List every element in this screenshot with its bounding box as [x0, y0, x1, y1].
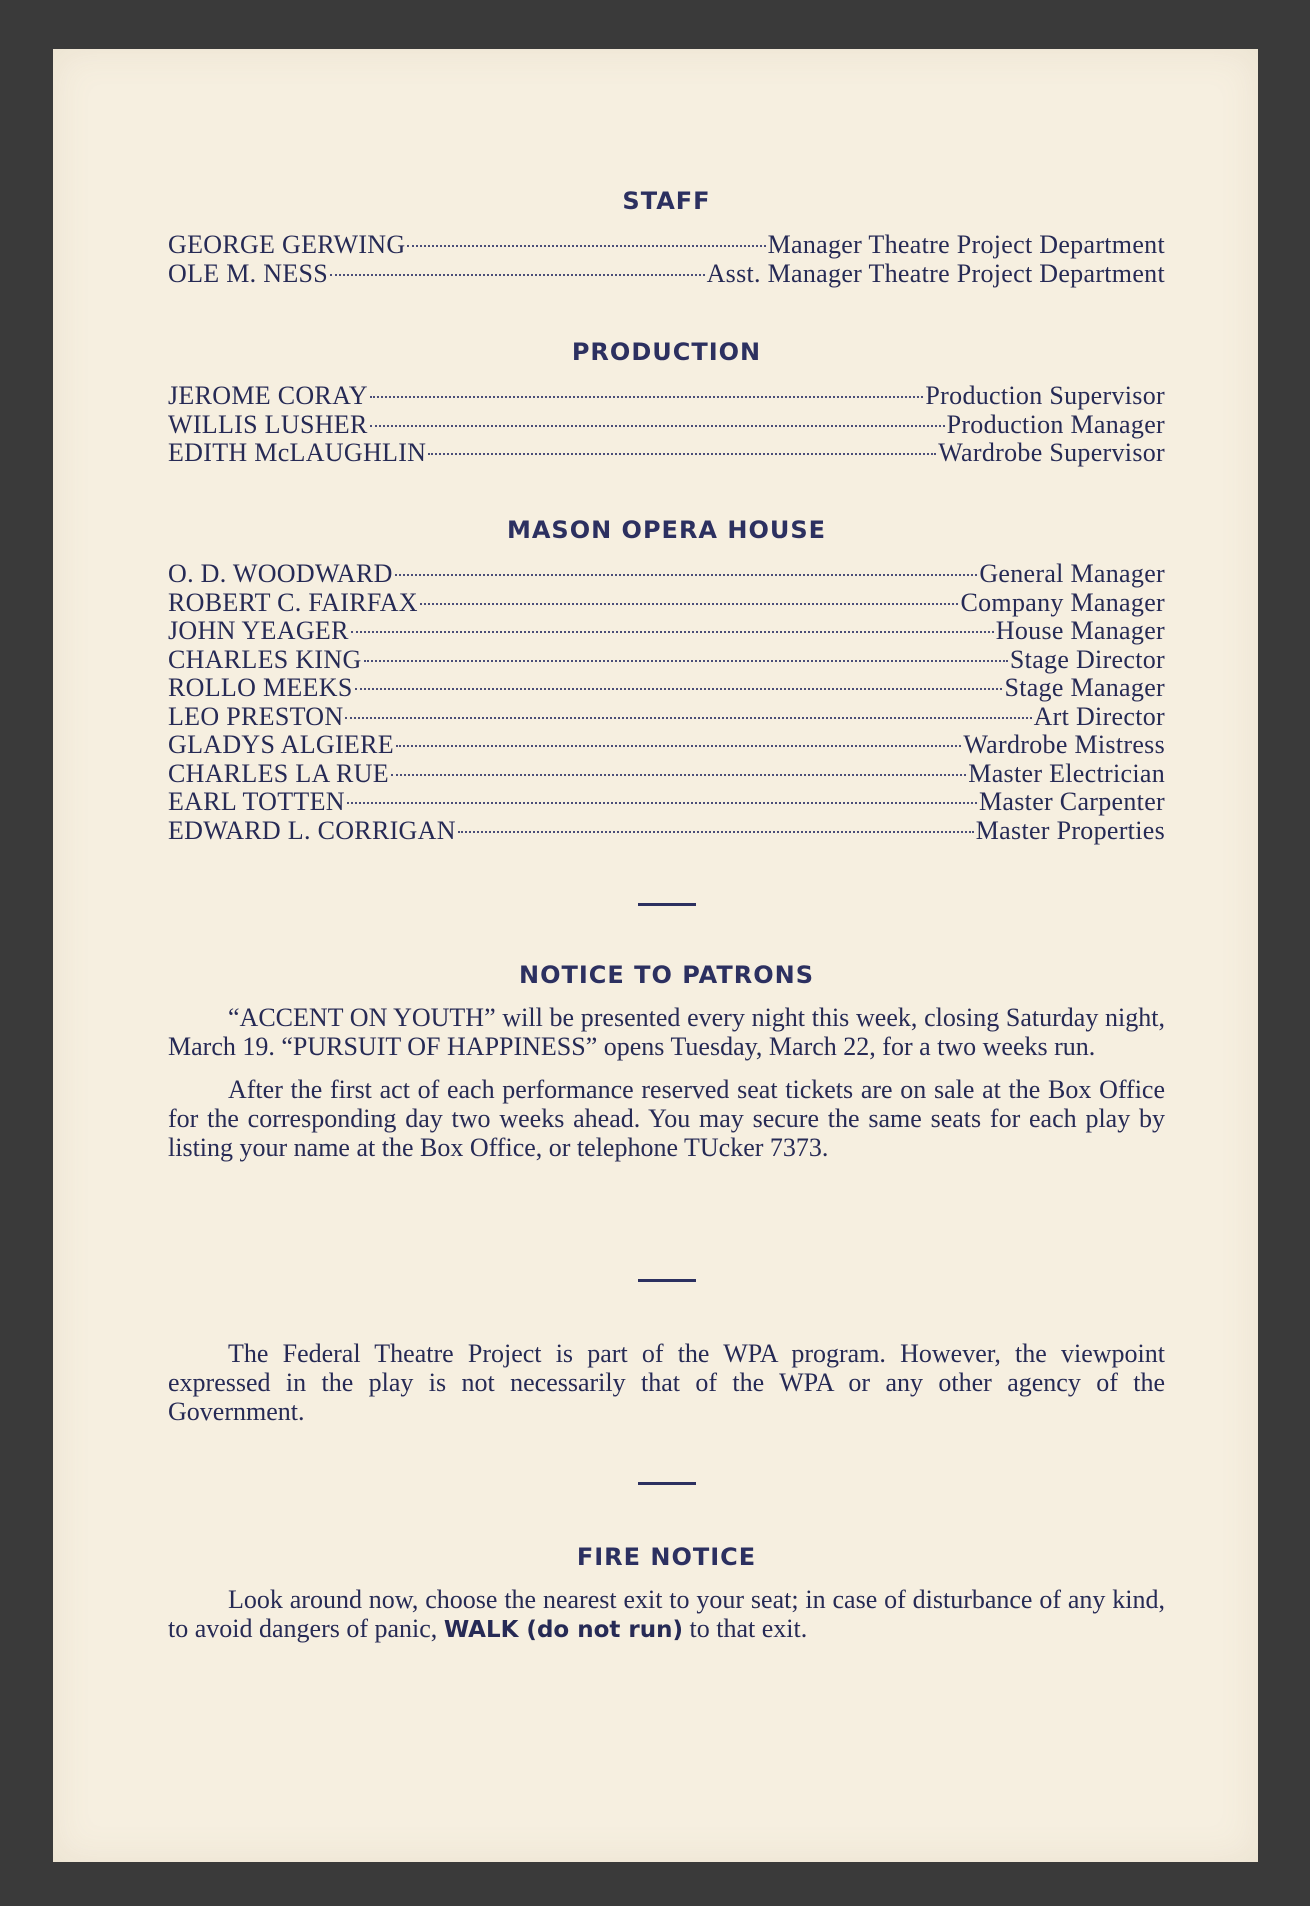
wpa-section [168, 1339, 1165, 1426]
mason-role: Stage Director [1009, 644, 1165, 674]
fire-text-after: to that exit. [689, 1614, 808, 1643]
production-role: Wardrobe Supervisor [938, 438, 1165, 467]
dot-leader [347, 802, 977, 804]
mason-heading: MASON OPERA HOUSE [506, 516, 827, 544]
mason-role: Stage Manager [1004, 673, 1165, 702]
mason-row [168, 560, 1165, 589]
staff-row [168, 231, 1165, 260]
mason-name: JOHN YEAGER [168, 616, 349, 645]
dot-leader [396, 745, 962, 747]
mason-role: Master Properties [975, 815, 1165, 845]
mason-role: Master Electrician [968, 758, 1165, 788]
mason-role: Art Director [1033, 701, 1165, 731]
production-heading: PRODUCTION [571, 338, 762, 366]
production-name: JEROME CORAY [168, 381, 368, 410]
mason-role: Master Carpenter [979, 787, 1165, 816]
mason-row [168, 674, 1165, 703]
mason-row [168, 731, 1165, 760]
fire-section [168, 1543, 1165, 1571]
mason-name: ROBERT C. FAIRFAX [168, 587, 418, 617]
production-section [168, 338, 1165, 366]
divider-rule [638, 1482, 696, 1485]
mason-name: GLADYS ALGIERE [168, 730, 394, 759]
production-role: Production Supervisor [925, 381, 1165, 410]
dot-leader [355, 688, 1003, 690]
notice-section [168, 961, 1165, 989]
mason-name: O. D. WOODWARD [168, 559, 393, 588]
dot-leader [407, 245, 765, 247]
production-row [168, 382, 1165, 411]
mason-row [168, 817, 1165, 846]
rule-wrap [168, 1482, 1165, 1485]
mason-role: Wardrobe Mistress [963, 730, 1165, 759]
dot-leader [391, 774, 966, 776]
mason-list [168, 560, 1165, 845]
rule-wrap [168, 903, 1165, 906]
mason-role: General Manager [979, 559, 1165, 588]
dot-leader [370, 425, 945, 427]
program-page [53, 49, 1258, 1862]
staff-list [168, 231, 1165, 288]
staff-row [168, 260, 1165, 289]
production-name: WILLIS LUSHER [168, 409, 368, 439]
mason-name: ROLLO MEEKS [168, 673, 353, 702]
mason-name: CHARLES LA RUE [168, 758, 389, 788]
fire-paragraph [168, 1585, 1165, 1645]
staff-role: Asst. Manager Theatre Project Department [706, 258, 1165, 288]
notice-heading: NOTICE TO PATRONS [518, 961, 814, 989]
production-name: EDITH McLAUGHLIN [168, 438, 427, 467]
mason-role: House Manager [995, 616, 1165, 645]
dot-leader [395, 574, 978, 576]
rule-wrap [168, 1279, 1165, 1282]
staff-name: OLE M. NESS [168, 258, 329, 288]
dot-leader [364, 660, 1008, 662]
dot-leader [420, 603, 959, 605]
dot-leader [351, 631, 994, 633]
notice-paragraph-2: After the first act of each performance reserved seat tickets are on sale at the Box Office for the corresponding day two weeks ahead. You may secure the same seats for each play by listing your name at the Box Office, or telephone TUcker 7373. [168, 1075, 1165, 1162]
notice-paragraph-1: “ACCENT ON YOUTH” will be presented every night this week, closing Saturday night, March 19. “PURSUIT OF HAPPINESS” opens Tuesday, March 22, for a two weeks run. [168, 1003, 1165, 1061]
staff-role: Manager Theatre Project Department [767, 230, 1165, 259]
production-list [168, 382, 1165, 468]
dot-leader [370, 396, 924, 398]
mason-section [168, 516, 1165, 544]
walk-emphasis: WALK (do not run) [443, 1617, 683, 1643]
dot-leader [345, 717, 1031, 719]
fire-text-before: Look around now, choose the nearest exit to your seat; in case of disturbance of any kind, to avoid dangers of panic, [168, 1585, 1165, 1643]
production-row [168, 439, 1165, 468]
fire-body [168, 1585, 1165, 1645]
mason-role: Company Manager [960, 587, 1165, 617]
dot-leader [428, 453, 936, 455]
mason-row [168, 617, 1165, 646]
production-row [168, 411, 1165, 440]
staff-name: GEORGE GERWING [168, 230, 406, 259]
mason-row [168, 589, 1165, 618]
mason-name: EDWARD L. CORRIGAN [168, 815, 456, 845]
wpa-disclaimer: The Federal Theatre Project is part of the WPA program. However, the viewpoint expressed in the play is not necessarily that of the WPA or any other agency of the Government. [168, 1339, 1165, 1426]
mason-name: CHARLES KING [168, 644, 362, 674]
dot-leader [330, 274, 705, 276]
divider-rule [638, 903, 696, 906]
divider-rule [638, 1279, 696, 1282]
dot-leader [458, 831, 974, 833]
staff-section [168, 187, 1165, 215]
mason-name: LEO PRESTON [168, 701, 344, 731]
mason-row [168, 646, 1165, 675]
staff-heading: STAFF [622, 187, 711, 215]
fire-heading: FIRE NOTICE [576, 1543, 757, 1571]
production-role: Production Manager [946, 409, 1165, 439]
mason-row [168, 788, 1165, 817]
mason-row [168, 760, 1165, 789]
notice-body [168, 1003, 1165, 1162]
mason-row [168, 703, 1165, 732]
mason-name: EARL TOTTEN [168, 787, 345, 816]
